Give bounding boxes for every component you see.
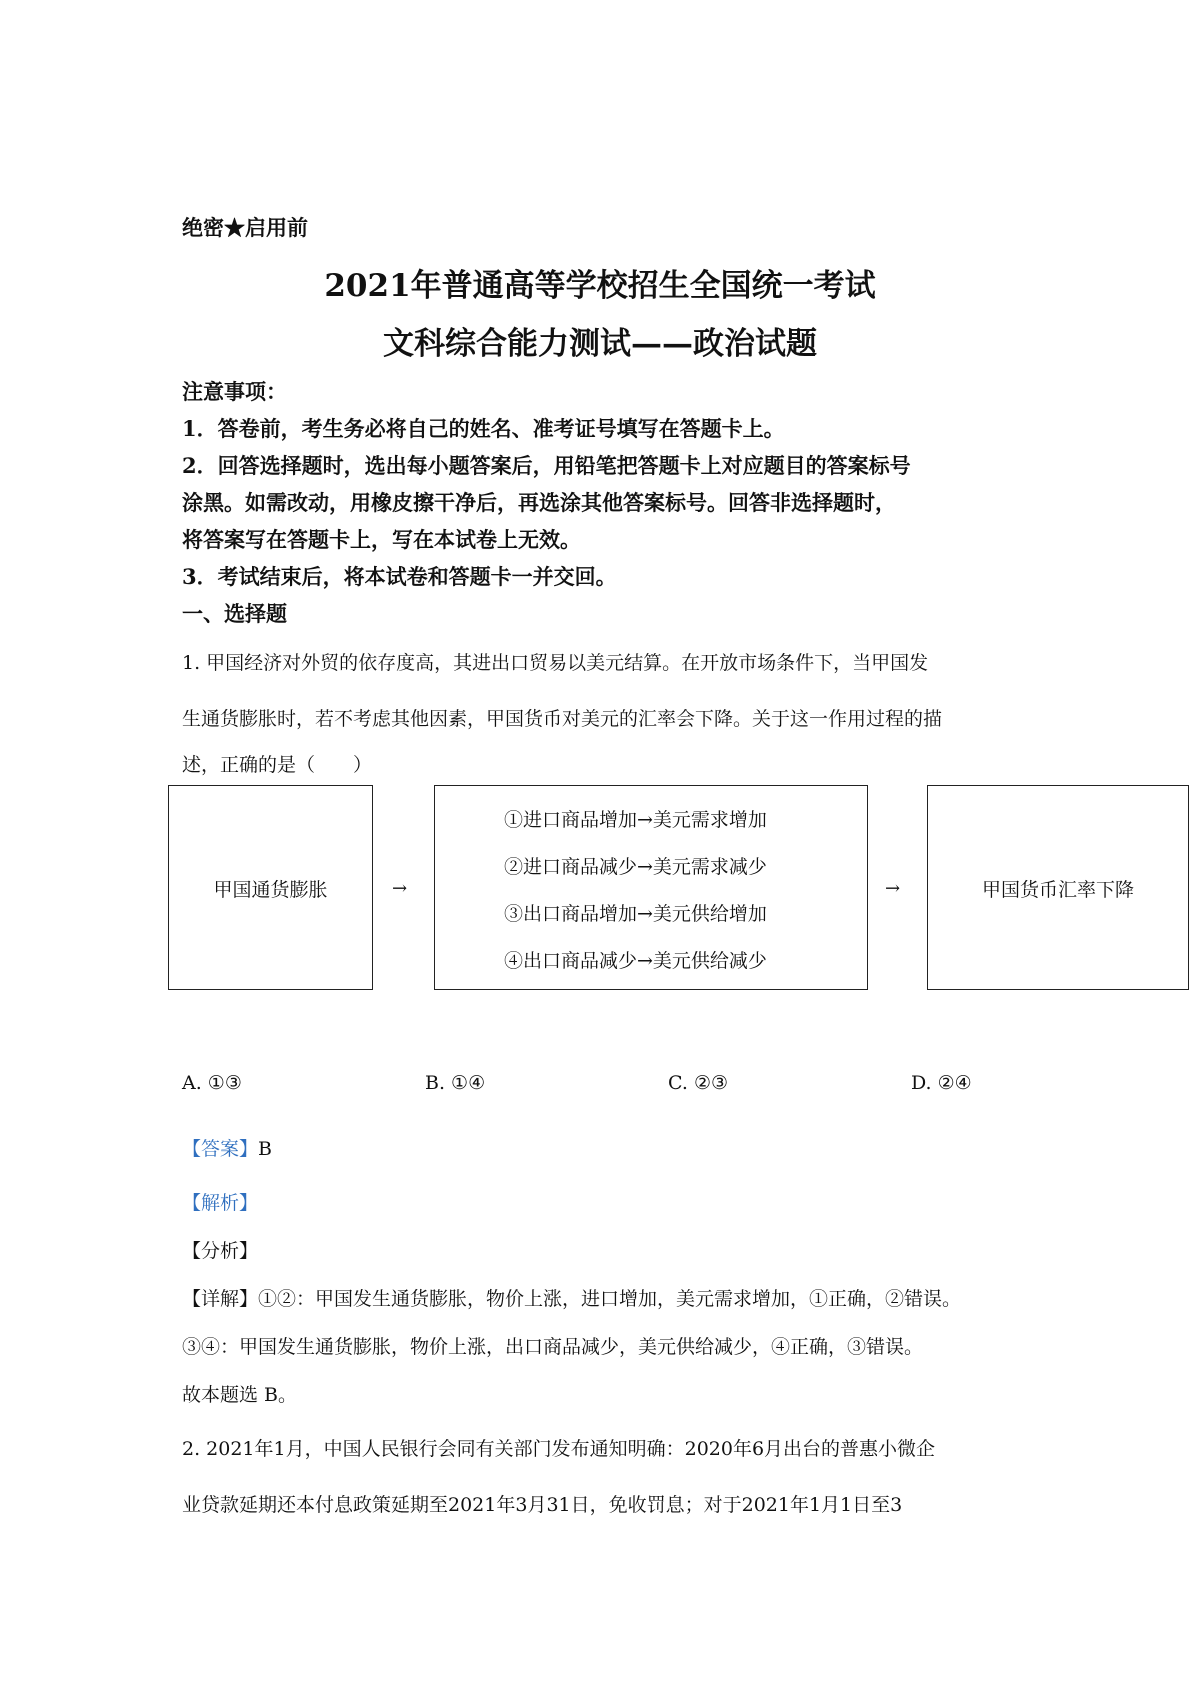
diagram-left-box — [168, 785, 373, 990]
detail-line: ③④：甲国发生通货膨胀，物价上涨，出口商品减少，美元供给减少，④正确，③错误。 — [182, 1336, 924, 1358]
answer-tag: 【答案】 — [182, 1138, 259, 1160]
right-arrow-icon: → — [885, 878, 901, 899]
diagram-middle-item: ②进口商品减少→美元需求减少 — [504, 856, 767, 878]
detail-line: 故本题选 B。 — [182, 1384, 298, 1406]
detail-line: 【详解】①②：甲国发生通货膨胀，物价上涨，进口增加，美元需求增加，①正确，②错误。 — [182, 1288, 962, 1310]
exam-title: 2021年普通高等学校招生全国统一考试 — [324, 268, 876, 304]
diagram-middle-box — [434, 785, 868, 990]
option-b: B. ①④ — [425, 1072, 486, 1094]
answer-value: B — [258, 1138, 272, 1160]
fenxi-tag: 【分析】 — [182, 1240, 259, 1262]
question-2-line: 2. 2021年1月，中国人民银行会同有关部门发布通知明确：2020年6月出台的普惠小微企 — [182, 1438, 936, 1460]
notice-line: 将答案写在答题卡上，写在本试卷上无效。 — [182, 527, 581, 552]
notice-line: 涂黑。如需改动，用橡皮擦干净后，再选涂其他答案标号。回答非选择题时， — [182, 490, 896, 515]
question-1-line: 生通货膨胀时，若不考虑其他因素，甲国货币对美元的汇率会下降。关于这一作用过程的描 — [182, 708, 943, 730]
exam-subtitle: 文科综合能力测试——政治试题 — [383, 326, 817, 362]
diagram-middle-item: ①进口商品增加→美元需求增加 — [504, 809, 767, 831]
option-d: D. ②④ — [911, 1072, 972, 1094]
answer-line — [182, 1134, 272, 1161]
right-arrow-icon: → — [392, 878, 408, 899]
confidential-label: 绝密★启用前 — [182, 215, 308, 240]
option-a: A. ①③ — [182, 1072, 242, 1094]
notice-line: 2．回答选择题时，选出每小题答案后，用铅笔把答题卡上对应题目的答案标号 — [182, 453, 911, 478]
analysis-tag: 【解析】 — [182, 1192, 259, 1214]
diagram-middle-item: ③出口商品增加→美元供给增加 — [504, 903, 767, 925]
question-1-line: 述，正确的是（ ） — [182, 754, 373, 776]
diagram-right-box — [927, 785, 1189, 990]
diagram-middle-item: ④出口商品减少→美元供给减少 — [504, 950, 767, 972]
section-title: 一、选择题 — [182, 601, 287, 626]
notice-line: 3．考试结束后，将本试卷和答题卡一并交回。 — [182, 564, 617, 589]
diagram-right-text: 甲国货币汇率下降 — [981, 879, 1134, 901]
question-2-line: 业贷款延期还本付息政策延期至2021年3月31日，免收罚息；对于2021年1月1日至3 — [182, 1494, 903, 1516]
notice-heading: 注意事项： — [182, 379, 287, 404]
question-1-line: 1. 甲国经济对外贸的依存度高，其进出口贸易以美元结算。在开放市场条件下，当甲国发 — [182, 652, 929, 674]
notice-line: 1．答卷前，考生务必将自己的姓名、准考证号填写在答题卡上。 — [182, 416, 785, 441]
diagram-left-text: 甲国通货膨胀 — [213, 879, 328, 901]
option-c: C. ②③ — [668, 1072, 729, 1094]
